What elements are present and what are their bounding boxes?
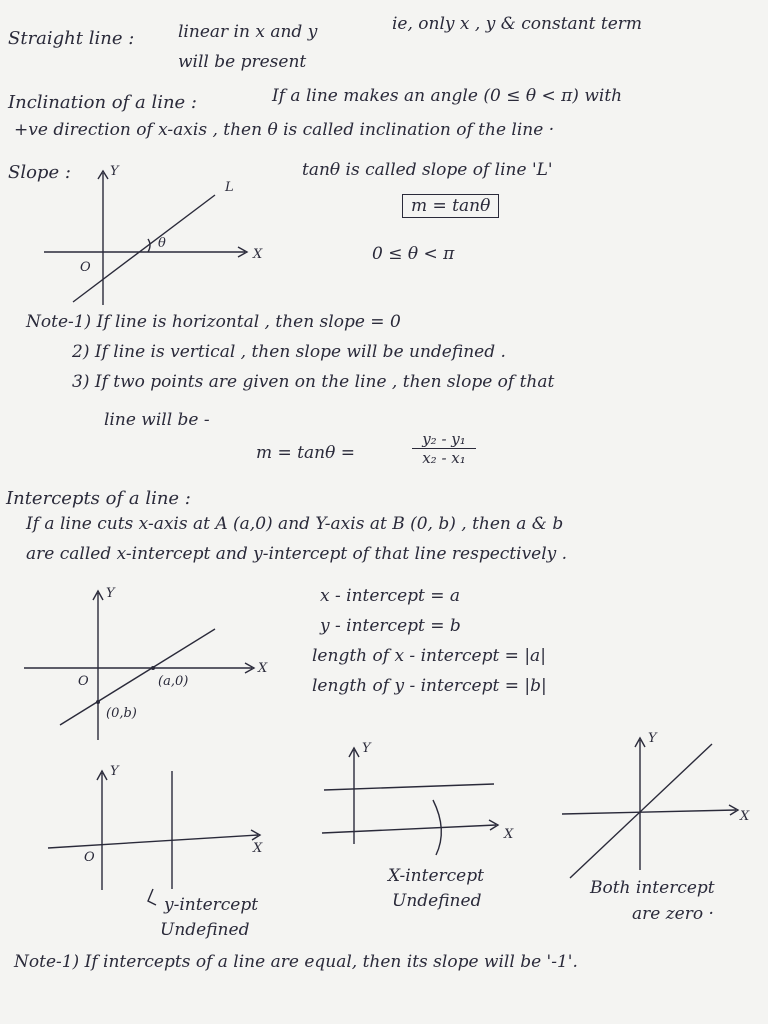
- angle-label: θ: [158, 236, 166, 251]
- slope-graph: [40, 165, 280, 310]
- origin-label: O: [80, 260, 91, 275]
- straight-line-def-2: will be present: [178, 52, 307, 72]
- slope-formula: m = tanθ: [402, 194, 499, 218]
- note-2: 2) If line is vertical , then slope will be undefined .: [72, 342, 506, 362]
- straight-line-heading: Straight line :: [8, 28, 135, 49]
- y-axis-label: Y: [362, 741, 371, 756]
- x-axis-label: X: [740, 809, 750, 824]
- intercepts-line-1: If a line cuts x-axis at A (a,0) and Y-axis at B (0, b) , then a & b: [26, 514, 564, 534]
- y-axis-label: Y: [110, 164, 119, 179]
- horizontal-line-graph: [318, 740, 528, 870]
- note-3a: 3) If two points are given on the line , then slope of that: [72, 372, 555, 392]
- a-point-label: (a,0): [158, 674, 189, 689]
- x-axis: [322, 825, 496, 833]
- case2-label-1: X-intercept: [388, 866, 484, 886]
- x-axis-label: X: [253, 247, 263, 262]
- slope-text: tanθ is called slope of line 'L': [302, 160, 553, 180]
- x-axis-label: X: [253, 841, 263, 856]
- case1-label-1: y-intercept: [164, 895, 259, 915]
- note-3b: line will be -: [104, 410, 210, 430]
- fraction-denominator: x₂ - x₁: [422, 449, 466, 467]
- callout-arrow: [148, 889, 156, 905]
- inclination-line-1: If a line makes an angle (0 ≤ θ < π) with: [272, 86, 623, 106]
- x-axis-label: X: [258, 661, 268, 676]
- b-point-label: (0,b): [106, 706, 137, 721]
- note-1: Note-1) If line is horizontal , then slope = 0: [26, 312, 401, 332]
- b-point: [96, 700, 100, 704]
- inclination-line-2: +ve direction of x-axis , then θ is called inclination of the line ·: [14, 120, 555, 140]
- x-intercept-length: length of x - intercept = |a|: [312, 646, 546, 666]
- intercepts-line-2: are called x-intercept and y-intercept of that line respectively .: [26, 544, 568, 564]
- y-intercept-value: y - intercept = b: [320, 616, 461, 636]
- inclination-heading: Inclination of a line :: [8, 92, 197, 113]
- straight-line-def-ie: ie, only x , y & constant term: [392, 14, 642, 34]
- origin-label: O: [84, 850, 95, 865]
- y-axis-label: Y: [106, 586, 115, 601]
- origin-line-graph: [560, 730, 760, 880]
- x-axis: [562, 810, 736, 814]
- line-label: L: [225, 180, 234, 195]
- y-axis-label: Y: [110, 764, 119, 779]
- intercept-graph: [20, 585, 280, 745]
- case3-label-2: are zero ·: [632, 904, 714, 924]
- y-intercept-length: length of y - intercept = |b|: [312, 676, 547, 696]
- straight-line-def-1: linear in x and y: [178, 22, 318, 42]
- slope-formula-lhs: m = tanθ =: [256, 443, 355, 463]
- slope-heading: Slope :: [8, 162, 71, 183]
- vertical-line-graph: [40, 765, 280, 895]
- final-note: Note-1) If intercepts of a line are equal, then its slope will be '-1'.: [14, 952, 578, 972]
- case3-label-1: Both intercept: [590, 878, 715, 898]
- x-axis-label: X: [504, 827, 514, 842]
- case1-label-2: Undefined: [160, 920, 250, 940]
- case2-label-2: Undefined: [392, 891, 482, 911]
- fraction-numerator: y₂ - y₁: [412, 430, 476, 449]
- x-intercept-value: x - intercept = a: [320, 586, 461, 606]
- origin-label: O: [78, 674, 89, 689]
- intercepts-heading: Intercepts of a line :: [6, 488, 191, 509]
- y-axis-label: Y: [648, 731, 657, 746]
- a-point: [151, 666, 155, 670]
- x-axis: [48, 835, 258, 848]
- line-l: [73, 195, 215, 302]
- slope-range: 0 ≤ θ < π: [372, 244, 455, 264]
- horizontal-line: [324, 784, 494, 790]
- slope-fraction: [412, 430, 476, 467]
